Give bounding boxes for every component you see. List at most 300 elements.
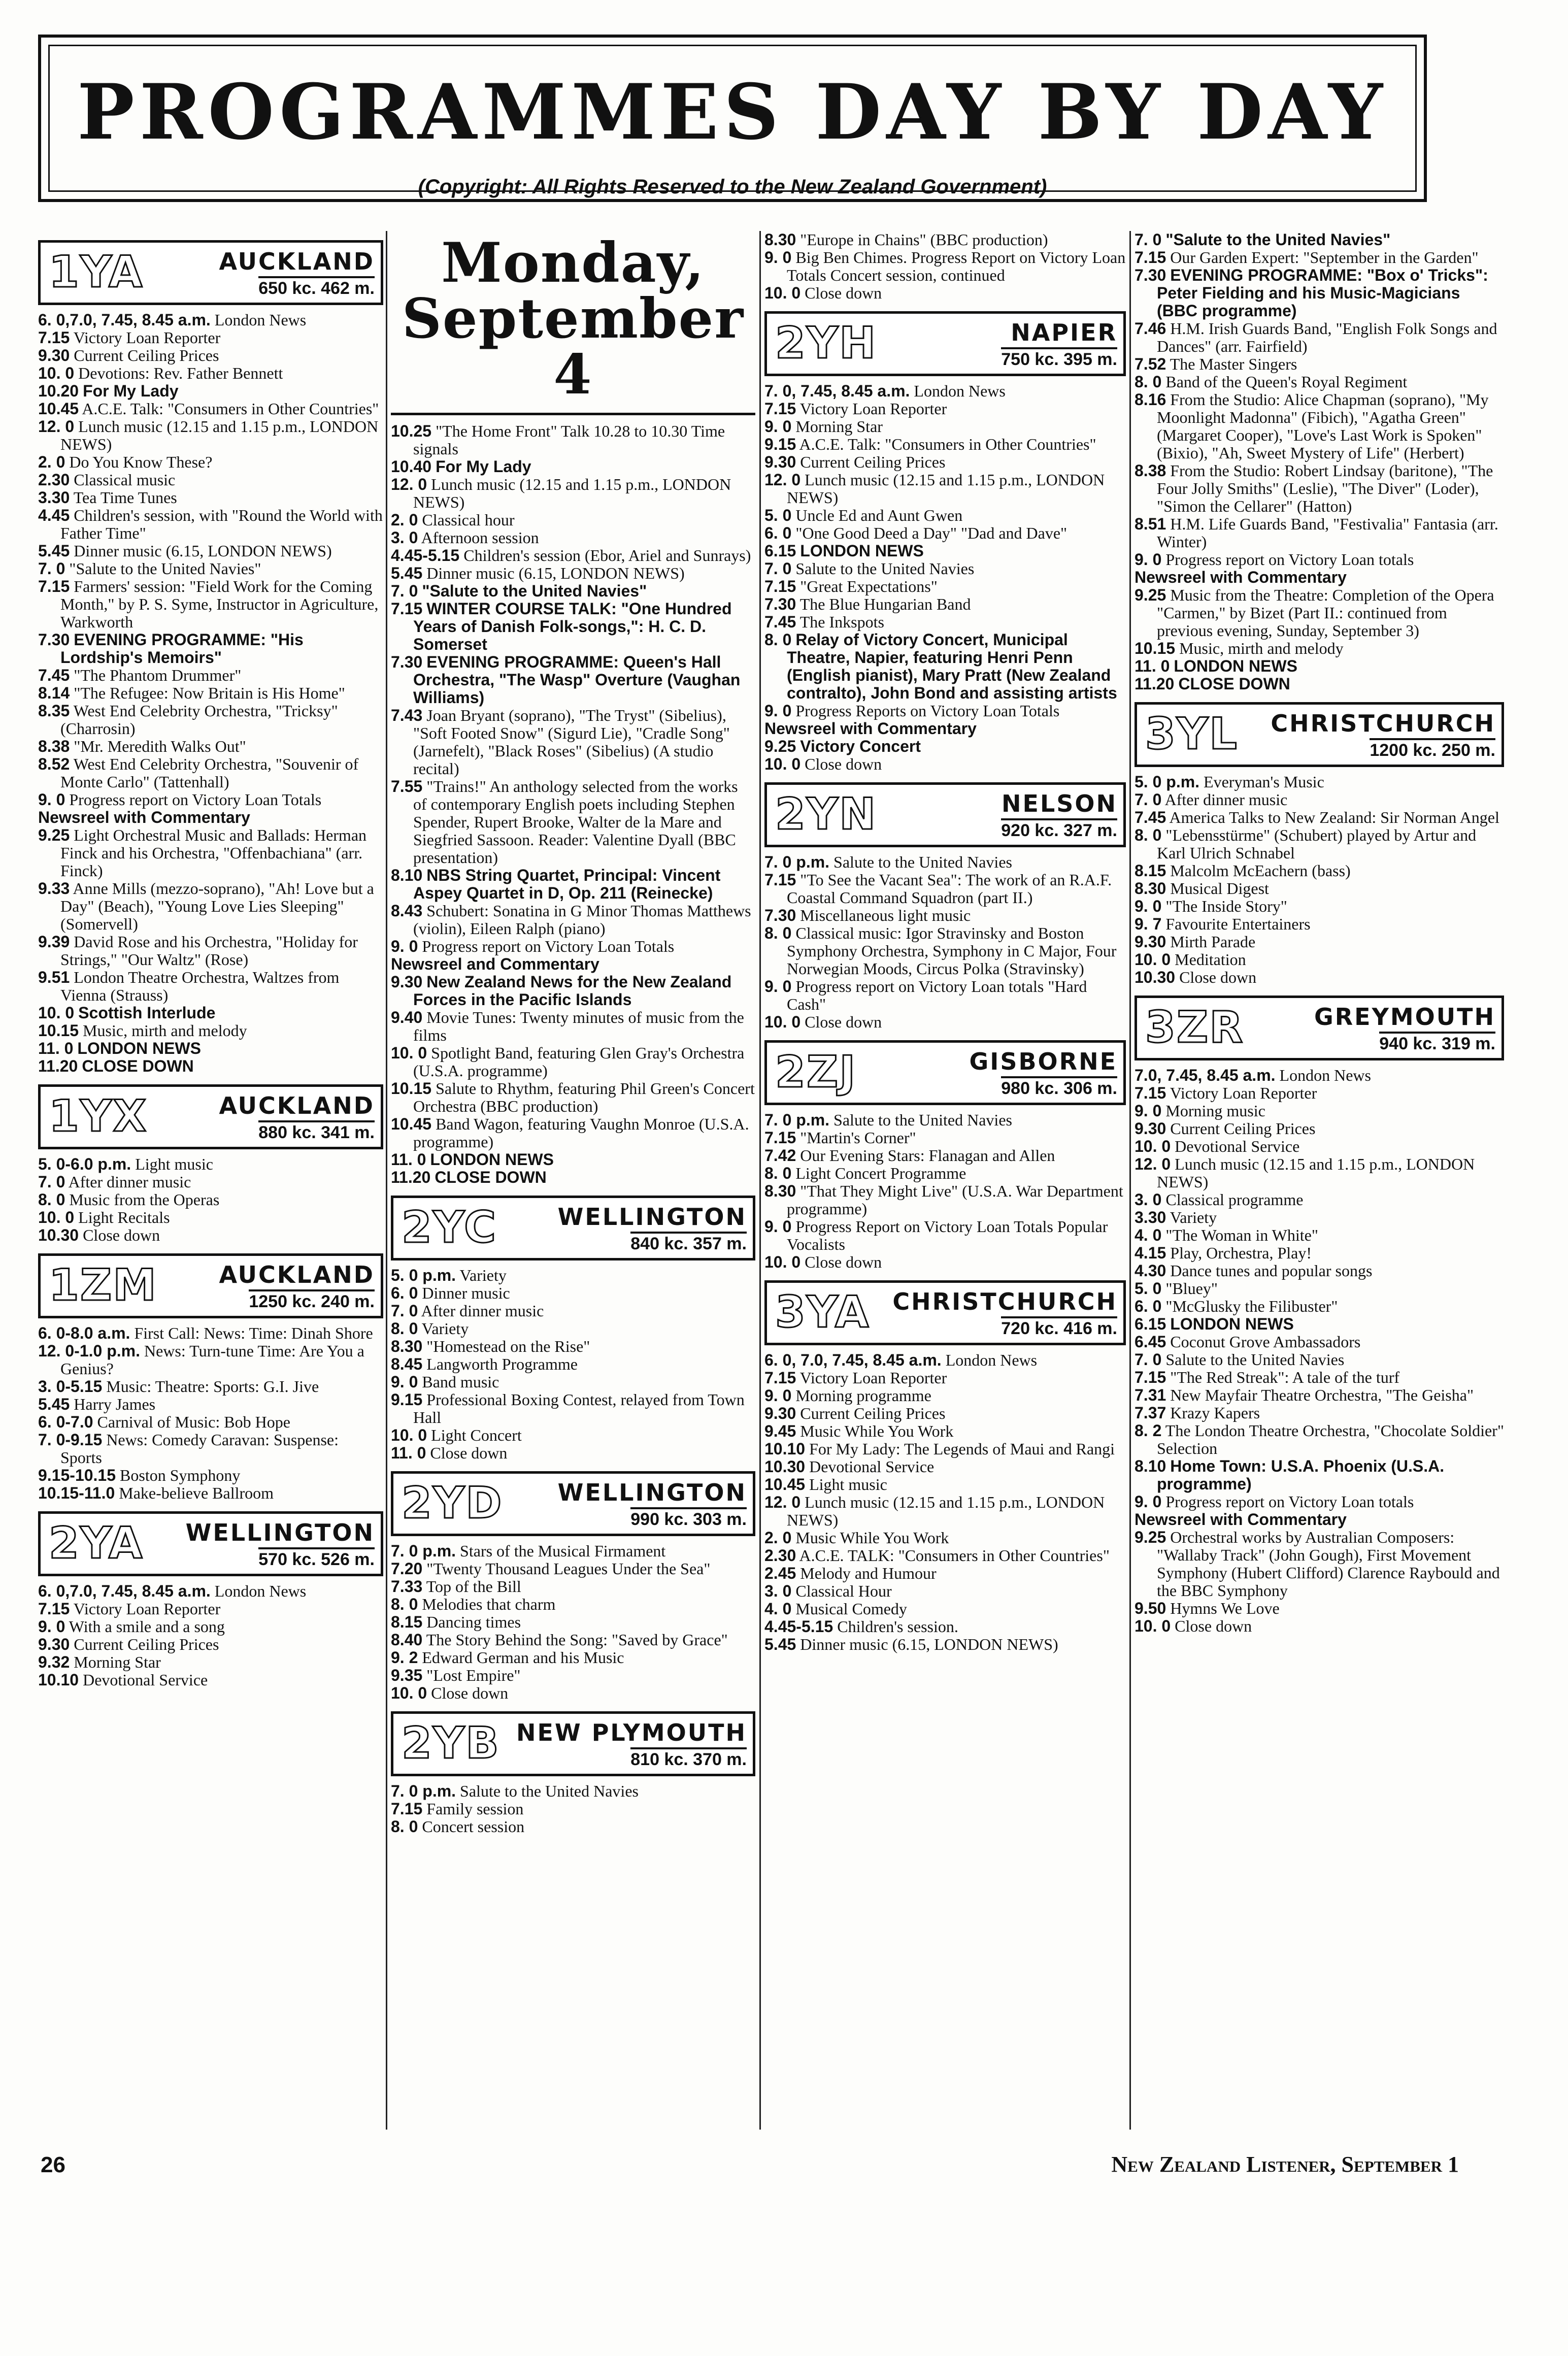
programme-time: 8. 0 — [764, 1164, 792, 1182]
programme-title: "McGlusky the Filibuster" — [1165, 1297, 1338, 1315]
programme-entry — [391, 565, 755, 582]
programme-entry — [391, 902, 755, 938]
programme-entry — [38, 1413, 383, 1431]
programme-entry — [764, 1165, 1126, 1182]
programme-time: 7. 0 p.m. — [391, 1542, 456, 1560]
programme-title: Progress report on Victory Loan totals "Hard Cash" — [787, 977, 1087, 1013]
programme-time: 4.30 — [1135, 1262, 1166, 1280]
programme-entry — [764, 1494, 1126, 1529]
programme-title: Devotional Service — [83, 1671, 208, 1689]
programme-entry — [38, 1155, 383, 1173]
programme-time: 9. 7 — [1135, 915, 1162, 933]
station-header — [391, 1711, 755, 1776]
programme-time: 10.45 — [38, 400, 79, 418]
programme-title: Carnival of Music: Bob Hope — [97, 1413, 290, 1431]
programme-title: Spotlight Band, featuring Glen Gray's Orchestra (U.S.A. programme) — [413, 1044, 745, 1080]
programme-time: 9.30 — [1135, 933, 1166, 951]
programme-entry — [38, 507, 383, 542]
programme-time: 7.15 — [38, 1600, 70, 1618]
station-header — [391, 1471, 755, 1536]
programme-time: 9.45 — [764, 1422, 796, 1440]
programme-time: 7. 0 — [1135, 1350, 1162, 1369]
programme-time: 12. 0 — [764, 471, 801, 489]
programme-title: Close down — [805, 1253, 882, 1271]
programme-entry — [391, 1560, 755, 1578]
programme-title: LONDON NEWS — [800, 542, 924, 560]
programme-title: Close down — [1175, 1617, 1252, 1635]
programme-title: Victory Loan Reporter — [73, 1600, 221, 1618]
programme-title: "Great Expectations" — [800, 577, 938, 595]
programme-title: Progress report on Victory Loan totals — [1165, 1492, 1414, 1511]
programme-entry — [764, 1476, 1126, 1494]
programme-time: 8.16 — [1135, 390, 1166, 409]
station-call-sign: 1ZM — [49, 1260, 157, 1311]
programme-entry — [764, 595, 1126, 613]
programme-entry — [764, 560, 1126, 578]
programme-title: The Blue Hungarian Band — [799, 595, 971, 613]
station-call-sign: 3ZR — [1145, 1002, 1244, 1053]
programme-entry — [764, 471, 1126, 507]
programme-title: Boston Symphony — [120, 1466, 241, 1484]
programme-title: London News — [914, 382, 1006, 400]
programme-title: Variety — [1170, 1208, 1217, 1226]
programme-title: London News — [1279, 1066, 1371, 1084]
programme-time: 10.45 — [391, 1115, 432, 1133]
programme-entry — [764, 871, 1126, 907]
column-divider — [1129, 231, 1131, 2130]
programme-time: 9.39 — [38, 933, 70, 951]
programme-entry — [391, 1320, 755, 1338]
programme-entry — [38, 933, 383, 969]
programme-time: 7.15 — [1135, 1084, 1166, 1102]
programme-time: 10. 0 — [38, 364, 75, 382]
programme-entry — [1135, 657, 1504, 675]
programme-title: Our Garden Expert: "September in the Garden" — [1170, 248, 1479, 267]
programme-time: 6.15 — [1135, 1315, 1166, 1333]
programme-title: "Lebensstürme" (Schubert) played by Artur and Karl Ulrich Schnabel — [1157, 826, 1477, 862]
programme-title: EVENING PROGRAMME: Queen's Hall Orchestra, "The Wasp" Overture (Vaughan Williams) — [413, 653, 741, 707]
programme-time: 6. 0 — [1135, 1297, 1162, 1315]
programme-entry — [38, 702, 383, 738]
programme-entry — [1135, 640, 1504, 657]
programme-title: Progress Reports on Victory Loan Totals — [795, 702, 1060, 720]
programme-time: 7.15 — [764, 1369, 796, 1387]
programme-time: 10.10 — [764, 1440, 806, 1458]
programme-time: 7.55 — [391, 777, 423, 795]
programme-title: Variety — [459, 1266, 507, 1284]
programme-entry — [764, 1387, 1126, 1405]
programme-time: 10. 0 — [391, 1044, 427, 1062]
programme-title: Dinner music (6.15, LONDON NEWS) — [74, 542, 332, 560]
programme-entry — [38, 1396, 383, 1413]
programme-title: Miscellaneous light music — [800, 906, 971, 924]
programme-title: CLOSE DOWN — [82, 1057, 194, 1075]
programme-time: 7.30 — [38, 631, 70, 649]
programme-entry — [1135, 1369, 1504, 1386]
programme-time: 10. 0 — [764, 1253, 801, 1271]
programme-entry — [38, 738, 383, 755]
programme-title: Newsreel and Commentary — [391, 955, 599, 973]
programme-time: 9.30 — [764, 453, 796, 471]
programme-time: 7. 0 p.m. — [391, 1782, 456, 1800]
programme-entry — [1135, 1404, 1504, 1422]
programme-time: 10. 0 — [764, 1013, 801, 1031]
programme-time: 6. 0-7.0 — [38, 1413, 93, 1431]
station-city: WELLINGTON — [557, 1203, 747, 1231]
programme-time: 11. 0 — [391, 1444, 426, 1462]
programme-title: "Twenty Thousand Leagues Under the Sea" — [426, 1559, 711, 1578]
programme-title: LONDON NEWS — [1170, 1315, 1294, 1333]
programme-title: Progress report on Victory Loan Totals — [69, 790, 322, 809]
programme-title: Family session — [426, 1800, 524, 1818]
programme-time: 9.30 — [38, 1635, 70, 1653]
programme-entry — [38, 347, 383, 364]
programme-time: 7. 0 — [391, 582, 418, 600]
station-city: WELLINGTON — [185, 1519, 375, 1546]
programme-time: 8.45 — [391, 1355, 423, 1373]
programme-title: London News — [945, 1351, 1038, 1369]
programme-time: 9.30 — [764, 1404, 796, 1422]
programme-entry — [1135, 969, 1504, 986]
programme-entry — [391, 458, 755, 476]
programme-entry — [391, 973, 755, 1009]
programme-time: 7.45 — [764, 613, 796, 631]
programme-entry — [391, 867, 755, 902]
programme-entry — [38, 1057, 383, 1075]
programme-title: Uncle Ed and Aunt Gwen — [795, 506, 963, 524]
programme-time: 11.20 — [1135, 675, 1175, 693]
programme-title: H.M. Irish Guards Band, "English Folk Songs and Dances" (arr. Fairfield) — [1157, 319, 1497, 355]
programme-entry — [764, 1565, 1126, 1582]
station-header — [391, 1196, 755, 1260]
programme-title: "The Inside Story" — [1165, 897, 1287, 915]
programme-entry — [764, 1440, 1126, 1458]
programme-entry — [1135, 355, 1504, 373]
programme-time: 7.30 — [391, 653, 423, 671]
programme-time: 8.30 — [391, 1337, 423, 1355]
programme-entry — [1135, 551, 1504, 569]
programme-title: America Talks to New Zealand: Sir Norman Angel — [1169, 808, 1499, 826]
programme-entry — [38, 1004, 383, 1022]
programme-title: Mirth Parade — [1170, 933, 1256, 951]
programme-time: 8.30 — [1135, 879, 1166, 898]
programme-time: 8. 0 — [391, 1817, 418, 1836]
programme-time: 5.45 — [38, 1395, 70, 1413]
programme-entry — [391, 1800, 755, 1818]
programme-entry — [391, 1426, 755, 1444]
programme-title: "That They Might Live" (U.S.A. War Department programme) — [787, 1182, 1123, 1218]
programme-title: Music, mirth and melody — [1179, 639, 1344, 657]
programme-time: 7.37 — [1135, 1404, 1166, 1422]
programme-title: "The Home Front" Talk 10.28 to 10.30 Time signals — [413, 422, 725, 458]
programme-entry — [1135, 1617, 1504, 1635]
programme-title: Dancing times — [426, 1613, 521, 1631]
programme-time: 4.45-5.15 — [764, 1617, 833, 1636]
programme-entry — [391, 1009, 755, 1044]
programme-title: Everyman's Music — [1204, 773, 1324, 791]
programme-time: 2.45 — [764, 1564, 796, 1582]
programme-entry — [38, 667, 383, 684]
programme-entry — [38, 880, 383, 933]
programme-time: 9. 2 — [391, 1648, 418, 1667]
programme-entry — [391, 547, 755, 565]
programme-time: 6. 0 — [391, 1284, 418, 1302]
station-frequency: 650 kc. 462 m. — [258, 276, 375, 298]
programme-entry — [391, 1578, 755, 1596]
programme-title: Movie Tunes: Twenty minutes of music from the films — [413, 1008, 744, 1044]
programme-entry — [1135, 1457, 1504, 1493]
programme-entry — [1135, 951, 1504, 969]
programme-title: Big Ben Chimes. Progress Report on Victory Loan Totals Concert session, continued — [787, 248, 1126, 284]
programme-title: Joan Bryant (soprano), "The Tryst" (Sibelius), "Soft Footed Snow" (Sigurd Lie), "Cradle Song" (Jarnefelt), "Black Roses" (Sibelius) (A studio recital) — [413, 706, 730, 778]
programme-entry — [764, 1422, 1126, 1440]
publication-name: New Zealand Listener, September 1 — [1111, 2152, 1459, 2177]
column-divider — [759, 231, 761, 2130]
programme-entry — [38, 631, 383, 667]
programme-time: 9.25 — [38, 826, 70, 844]
programme-time: 3. 0 — [764, 1582, 792, 1600]
station-city: CHRISTCHURCH — [892, 1288, 1117, 1315]
programme-title: Scottish Interlude — [78, 1004, 216, 1022]
programme-entry — [38, 400, 383, 418]
programme-title: A.C.E. Talk: "Consumers in Other Countries" — [82, 400, 379, 418]
programme-time: 9.40 — [391, 1008, 423, 1026]
programme-entry — [38, 542, 383, 560]
programme-title: After dinner music — [68, 1173, 191, 1191]
programme-title: "Lost Empire" — [426, 1666, 521, 1684]
programme-time: 8.43 — [391, 902, 423, 920]
station-frequency: 880 kc. 341 m. — [258, 1120, 375, 1143]
programme-entry — [1135, 1493, 1504, 1511]
station-header — [38, 240, 383, 305]
programme-entry — [38, 578, 383, 631]
programme-time: 7. 0 — [38, 559, 65, 578]
programme-time: 5. 0 — [764, 506, 792, 524]
programme-entry — [1135, 773, 1504, 791]
programme-time: 9.30 — [1135, 1119, 1166, 1138]
programme-time: 3. 0 — [391, 528, 418, 547]
station-header — [1135, 996, 1504, 1060]
programme-title: Dinner music — [422, 1284, 510, 1302]
station-call-sign: 2YD — [402, 1478, 503, 1529]
programme-entry — [764, 1636, 1126, 1653]
column-1 — [38, 231, 383, 1689]
programme-time: 7.33 — [391, 1577, 423, 1596]
programme-entry — [1135, 675, 1504, 693]
programme-entry — [391, 511, 755, 529]
programme-title: Close down — [805, 1013, 882, 1031]
station-header — [764, 782, 1126, 847]
programme-title: Schubert: Sonatina in G Minor Thomas Matthews (violin), Eileen Ralph (piano) — [413, 902, 751, 938]
programme-time: 10. 0 — [1135, 1137, 1171, 1155]
programme-time: 11.20 — [38, 1057, 78, 1075]
programme-time: 12. 0 — [764, 1493, 801, 1511]
programme-time: 10.20 — [38, 382, 79, 400]
programme-entry — [764, 578, 1126, 595]
station-city: AUCKLAND — [219, 1261, 375, 1288]
programme-time: 7. 0 — [391, 1302, 418, 1320]
programme-entry — [764, 436, 1126, 453]
programme-entry — [38, 1653, 383, 1671]
programme-entry — [764, 853, 1126, 871]
programme-entry — [38, 418, 383, 453]
programme-title: First Call: News: Time: Dinah Shore — [134, 1324, 373, 1342]
programme-time: 9.51 — [38, 968, 70, 986]
programme-entry — [391, 1080, 755, 1115]
programme-time: 10. 0 — [1135, 950, 1171, 969]
programme-entry — [38, 1467, 383, 1484]
programme-title: Lunch music (12.15 and 1.15 p.m., LONDON NEWS) — [60, 417, 379, 453]
station-header — [38, 1511, 383, 1576]
programme-title: For My Lady — [436, 457, 531, 476]
programme-entry — [38, 809, 383, 826]
programme-title: Light Orchestral Music and Ballads: Herman Finck and his Orchestra, "Offenbachiana" (arr. Finck) — [60, 826, 367, 880]
programme-title: Music While You Work — [795, 1529, 949, 1547]
programme-time: 3. 0-5.15 — [38, 1377, 103, 1396]
programme-entry — [38, 1324, 383, 1342]
programme-entry — [1135, 1600, 1504, 1617]
programme-entry — [764, 720, 1126, 738]
programme-time: 6.15 — [764, 542, 796, 560]
programme-time: 7.31 — [1135, 1386, 1166, 1404]
programme-entry — [1135, 1084, 1504, 1102]
programme-time: 8.14 — [38, 684, 70, 702]
programme-time: 10. 0 — [391, 1684, 427, 1702]
programme-time: 8.10 — [391, 866, 423, 884]
programme-time: 7.0, 7.45, 8.45 a.m. — [1135, 1066, 1276, 1084]
programme-time: 12. 0 — [1135, 1155, 1171, 1173]
programme-time: 7.15 — [391, 1800, 423, 1818]
station-city: GISBORNE — [969, 1048, 1117, 1075]
programme-time: 9.30 — [391, 973, 423, 991]
programme-entry — [38, 969, 383, 1004]
programme-title: Morning Star — [795, 417, 883, 436]
programme-time: 7.15 — [764, 577, 796, 595]
programme-entry — [38, 1582, 383, 1600]
column-3 — [764, 231, 1126, 1653]
programme-title: Lunch music (12.15 and 1.15 p.m., LONDON NEWS) — [413, 475, 731, 511]
programme-entry — [38, 1191, 383, 1209]
programme-title: Light Recitals — [78, 1208, 170, 1226]
programme-entry — [764, 1529, 1126, 1547]
programme-time: 9.25 — [1135, 1528, 1166, 1546]
programme-time: 7.30 — [1135, 266, 1166, 284]
programme-entry — [1135, 586, 1504, 640]
programme-entry — [391, 707, 755, 778]
programme-time: 5. 0 — [1135, 1279, 1162, 1298]
station-call-sign: 2YN — [775, 789, 877, 840]
programme-entry — [764, 524, 1126, 542]
programme-entry — [391, 1391, 755, 1426]
programme-entry — [764, 507, 1126, 524]
programme-title: Music from the Operas — [69, 1190, 220, 1209]
programme-title: Salute to the United Navies — [460, 1782, 639, 1800]
programme-entry — [38, 755, 383, 791]
programme-time: 8. 0 — [764, 924, 792, 942]
programme-entry — [764, 382, 1126, 400]
programme-time: 7.15 — [38, 328, 70, 347]
programme-entry — [391, 1373, 755, 1391]
station-call-sign: 2ZJ — [775, 1047, 857, 1098]
programme-title: Close down — [805, 755, 882, 773]
programme-title: Salute to the United Navies — [833, 853, 1012, 871]
programme-time: 4. 0 — [1135, 1226, 1162, 1244]
programme-title: The London Theatre Orchestra, "Chocolate Soldier" Selection — [1157, 1421, 1504, 1457]
programme-title: Children's session (Ebor, Ariel and Sunrays) — [463, 546, 751, 565]
programme-time: 10. 0 — [38, 1004, 75, 1022]
programme-entry — [1135, 1298, 1504, 1315]
programme-title: Play, Orchestra, Play! — [1170, 1244, 1312, 1262]
programme-title: Close down — [83, 1226, 160, 1244]
programme-time: 10.15 — [391, 1079, 432, 1098]
station-header — [764, 1280, 1126, 1345]
programme-title: Afternoon session — [421, 528, 539, 547]
programme-title: Edward German and his Music — [422, 1648, 624, 1667]
programme-title: H.M. Life Guards Band, "Festivalia" Fantasia (arr. Winter) — [1157, 515, 1498, 551]
programme-title: A.C.E. Talk: "Consumers in Other Countries" — [799, 435, 1096, 453]
programme-entry — [1135, 826, 1504, 862]
programme-title: Classical music: Igor Stravinsky and Boston Symphony Orchestra, Symphony in C Major, Four Norwegian Moods, Circus Polka (Stravinsky) — [787, 924, 1117, 978]
programme-time: 9.25 — [1135, 586, 1166, 604]
programme-title: Children's session. — [837, 1617, 958, 1636]
programme-time: 9. 0 — [764, 417, 792, 436]
programme-time: 9.15-10.15 — [38, 1466, 116, 1484]
programme-time: 8.40 — [391, 1631, 423, 1649]
programme-title: New Zealand News for the New Zealand Forces in the Pacific Islands — [413, 973, 732, 1009]
programme-entry — [764, 1582, 1126, 1600]
programme-title: Music: Theatre: Sports: G.I. Jive — [106, 1377, 319, 1396]
programme-entry — [38, 489, 383, 507]
programme-entry — [1135, 933, 1504, 951]
station-call-sign: 2YB — [402, 1718, 500, 1769]
programme-title: Lunch music (12.15 and 1.15 p.m., LONDON NEWS) — [787, 1493, 1105, 1529]
station-header — [764, 1040, 1126, 1105]
programme-time: 2. 0 — [38, 453, 65, 471]
programme-entry — [1135, 1315, 1504, 1333]
programme-time: 12. 0-1.0 p.m. — [38, 1342, 140, 1360]
station-call-sign: 1YX — [49, 1091, 148, 1142]
programme-title: CLOSE DOWN — [435, 1168, 547, 1186]
programme-entry — [764, 400, 1126, 418]
programme-entry — [1135, 915, 1504, 933]
programme-time: 7.30 — [764, 906, 796, 924]
programme-entry — [764, 1369, 1126, 1387]
programme-title: Progress report on Victory Loan totals — [1165, 550, 1414, 569]
programme-time: 9. 0 — [764, 702, 792, 720]
programme-title: Lunch music (12.15 and 1.15 p.m., LONDON NEWS) — [787, 471, 1105, 507]
programme-entry — [1135, 1280, 1504, 1298]
programme-entry — [1135, 1226, 1504, 1244]
programme-entry — [38, 1022, 383, 1040]
programme-entry — [1135, 1102, 1504, 1120]
programme-time: 8. 0 — [1135, 373, 1162, 391]
programme-title: Dance tunes and popular songs — [1170, 1262, 1373, 1280]
programme-entry — [764, 924, 1126, 978]
programme-title: Top of the Bill — [426, 1577, 521, 1596]
programme-entry — [38, 1618, 383, 1636]
programme-time: 8. 0 — [38, 1190, 65, 1209]
programme-time: 10.15-11.0 — [38, 1484, 115, 1502]
programme-title: Farmers' session: "Field Work for the Coming Month," by P. S. Syme, Instructor in Agriculture, Warkworth — [60, 577, 379, 631]
programme-entry — [764, 418, 1126, 436]
programme-entry — [391, 1542, 755, 1560]
programme-title: Lunch music (12.15 and 1.15 p.m., LONDON NEWS) — [1157, 1155, 1475, 1191]
station-call-sign: 3YL — [1145, 709, 1238, 759]
programme-entry — [38, 1040, 383, 1057]
programme-title: Morning music — [1165, 1102, 1265, 1120]
programme-entry — [764, 1218, 1126, 1253]
programme-time: 10.10 — [38, 1671, 79, 1689]
